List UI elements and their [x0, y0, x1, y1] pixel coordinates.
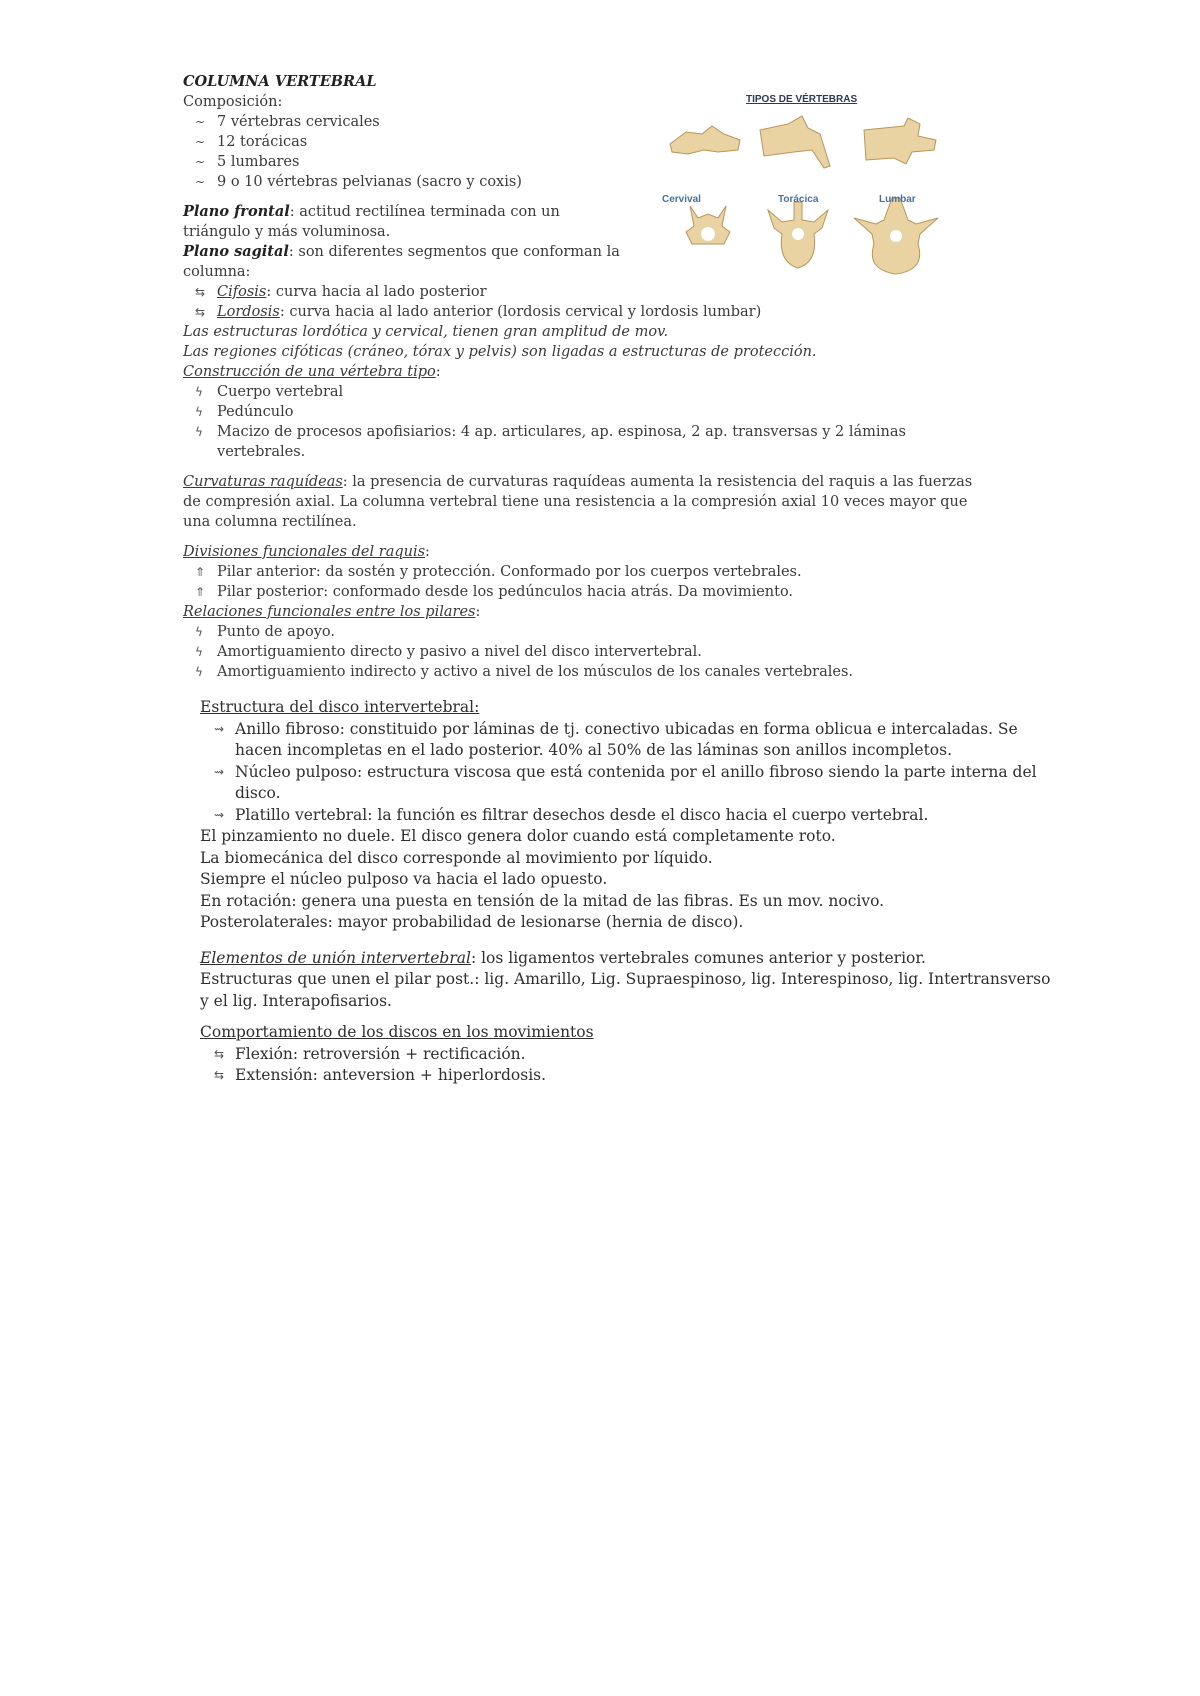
divisiones-list: [183, 562, 983, 602]
construccion-list: [183, 382, 983, 462]
cervical-label: Cervival: [662, 194, 701, 205]
figure-title: TIPOS DE VÉRTEBRAS: [746, 94, 858, 105]
arrows-bullet-icon: ⇆: [214, 1068, 225, 1082]
disco-heading: Estructura del disco intervertebral:: [200, 698, 480, 716]
pillar-bullet-icon: ⇑: [195, 585, 206, 599]
plano-frontal-paragraph: Plano frontal: actitud rectilínea terminada con un triángulo y más voluminosa.: [183, 203, 560, 240]
disco-list: [200, 719, 1060, 827]
tilde-bullet-icon: ~: [195, 155, 206, 169]
list-item: ~ 12 torácicas: [195, 134, 308, 150]
list-item: ~ 7 vértebras cervicales: [195, 114, 380, 130]
list-item: ⇑ Pilar posterior: conformado desde los pedúnculos hacia atrás. Da movimiento.: [195, 584, 794, 600]
list-item: ⇝ Platillo vertebral: la función es filtrar desechos desde el disco hacia el cuerpo vertebral.: [200, 805, 1060, 827]
cervical-side-icon: [670, 126, 740, 154]
list-item: ⇆ Cifosis: curva hacia al lado posterior: [195, 284, 487, 300]
lightning-bullet-icon: ϟ: [195, 645, 203, 659]
arrows-bullet-icon: ⇆: [195, 305, 206, 319]
nota-cifotica: Las regiones cifóticas (cráneo, tórax y pelvis) son ligadas a estructuras de protección.: [183, 344, 817, 360]
list-item: ⇆ Lordosis: curva hacia al lado anterior (lordosis cervical y lordosis lumbar): [195, 304, 762, 320]
list-item: ϟ Macizo de procesos apofisiarios: 4 ap. articulares, ap. espinosa, 2 ap. transversas y 2 láminas vertebrales.: [195, 424, 906, 460]
pillar-bullet-icon: ⇑: [195, 565, 206, 579]
list-item: ~ 9 o 10 vértebras pelvianas (sacro y coxis): [195, 174, 522, 190]
list-item: ϟ Amortiguamiento indirecto y activo a nivel de los músculos de los canales vertebrales.: [195, 664, 854, 680]
document-title: COLUMNA VERTEBRAL: [183, 73, 377, 90]
lightning-bullet-icon: ϟ: [195, 665, 203, 679]
squiggle-arrow-bullet-icon: ⇝: [214, 764, 225, 779]
construccion-heading: Construcción de una vértebra tipo:: [183, 364, 441, 380]
divisiones-heading: Divisiones funcionales del raquis:: [183, 544, 430, 560]
list-item: ϟ Pedúnculo: [195, 404, 294, 420]
lightning-bullet-icon: ϟ: [195, 385, 203, 399]
composicion-heading: Composición:: [183, 94, 283, 110]
lumbar-side-icon: [864, 118, 936, 164]
list-item: ~ 5 lumbares: [195, 154, 300, 170]
tilde-bullet-icon: ~: [195, 175, 206, 189]
list-item: ⇆ Flexión: retroversión + rectificación.: [200, 1044, 1060, 1066]
list-item: ϟ Punto de apoyo.: [195, 624, 336, 640]
curvaturas-paragraph: Curvaturas raquídeas: la presencia de curvaturas raquídeas aumenta la resistencia del raquis a las fuerzas de compresión axial. La columna vertebral tiene una resistencia a la compresión axial 10 veces mayor que una columna rectilínea.: [183, 474, 973, 530]
list-item: ϟ Amortiguamiento directo y pasivo a nivel del disco intervertebral.: [195, 644, 702, 660]
list-item: ϟ Cuerpo vertebral: [195, 384, 344, 400]
disco-line: Siempre el núcleo pulposo va hacia el lado opuesto.: [200, 870, 608, 888]
cervical-top-icon: [686, 206, 730, 244]
thoracic-side-icon: [760, 116, 830, 168]
lumbar-label: Lumbar: [879, 194, 916, 205]
squiggle-arrow-bullet-icon: ⇝: [214, 721, 225, 736]
relaciones-heading: Relaciones funcionales entre los pilares:: [183, 604, 481, 620]
list-item: ⇝ Anillo fibroso: constituido por láminas de tj. conectivo ubicadas en forma oblicua e intercaladas. Se hacen incompletas en el lado posterior. 40% al 50% de las láminas son anillos incompletos.: [214, 719, 1018, 759]
list-item: ⇝ Núcleo pulposo: estructura viscosa que está contenida por el anillo fibroso siendo la parte interna del disco.: [214, 762, 1037, 802]
list-item: ⇆ Extensión: anteversion + hiperlordosis.: [200, 1065, 1060, 1087]
list-item: ⇑ Pilar anterior: da sostén y protección. Conformado por los cuerpos vertebrales.: [195, 564, 802, 580]
comportamiento-list: [200, 1044, 1060, 1087]
relaciones-list: [183, 622, 983, 682]
disco-line: Posterolaterales: mayor probabilidad de lesionarse (hernia de disco).: [200, 913, 744, 931]
lightning-bullet-icon: ϟ: [195, 425, 203, 439]
lumbar-top-icon: [854, 198, 938, 274]
arrows-bullet-icon: ⇆: [214, 1046, 225, 1061]
comportamiento-heading: Comportamiento de los discos en los movimientos: [200, 1023, 594, 1041]
tilde-bullet-icon: ~: [195, 135, 206, 149]
second-section: [200, 697, 1060, 1087]
tilde-bullet-icon: ~: [195, 115, 206, 129]
nota-lordotica: Las estructuras lordótica y cervical, tienen gran amplitud de mov.: [183, 324, 669, 340]
disco-line: El pinzamiento no duele. El disco genera dolor cuando está completamente roto.: [200, 827, 836, 845]
lightning-bullet-icon: ϟ: [195, 405, 203, 419]
union-line: Estructuras que unen el pilar post.: lig. Amarillo, Lig. Supraespinoso, lig. Interespinoso, lig. Intertransverso y el lig. Interapofisarios.: [200, 970, 1051, 1010]
union-paragraph: Elementos de unión intervertebral: los ligamentos vertebrales comunes anterior y posterior.: [200, 948, 926, 967]
vertebra-types-figure: [662, 94, 968, 294]
squiggle-arrow-bullet-icon: ⇝: [214, 807, 225, 822]
thoracic-top-icon: [768, 202, 828, 268]
thoracic-label: Torácica: [778, 194, 819, 205]
plano-sagital-paragraph: Plano sagital: son diferentes segmentos que conforman la columna:: [183, 243, 620, 280]
lightning-bullet-icon: ϟ: [195, 625, 203, 639]
disco-line: En rotación: genera una puesta en tensión de la mitad de las fibras. Es un mov. nocivo.: [200, 891, 885, 910]
disco-line: La biomecánica del disco corresponde al movimiento por líquido.: [200, 848, 713, 867]
arrows-bullet-icon: ⇆: [195, 285, 206, 299]
